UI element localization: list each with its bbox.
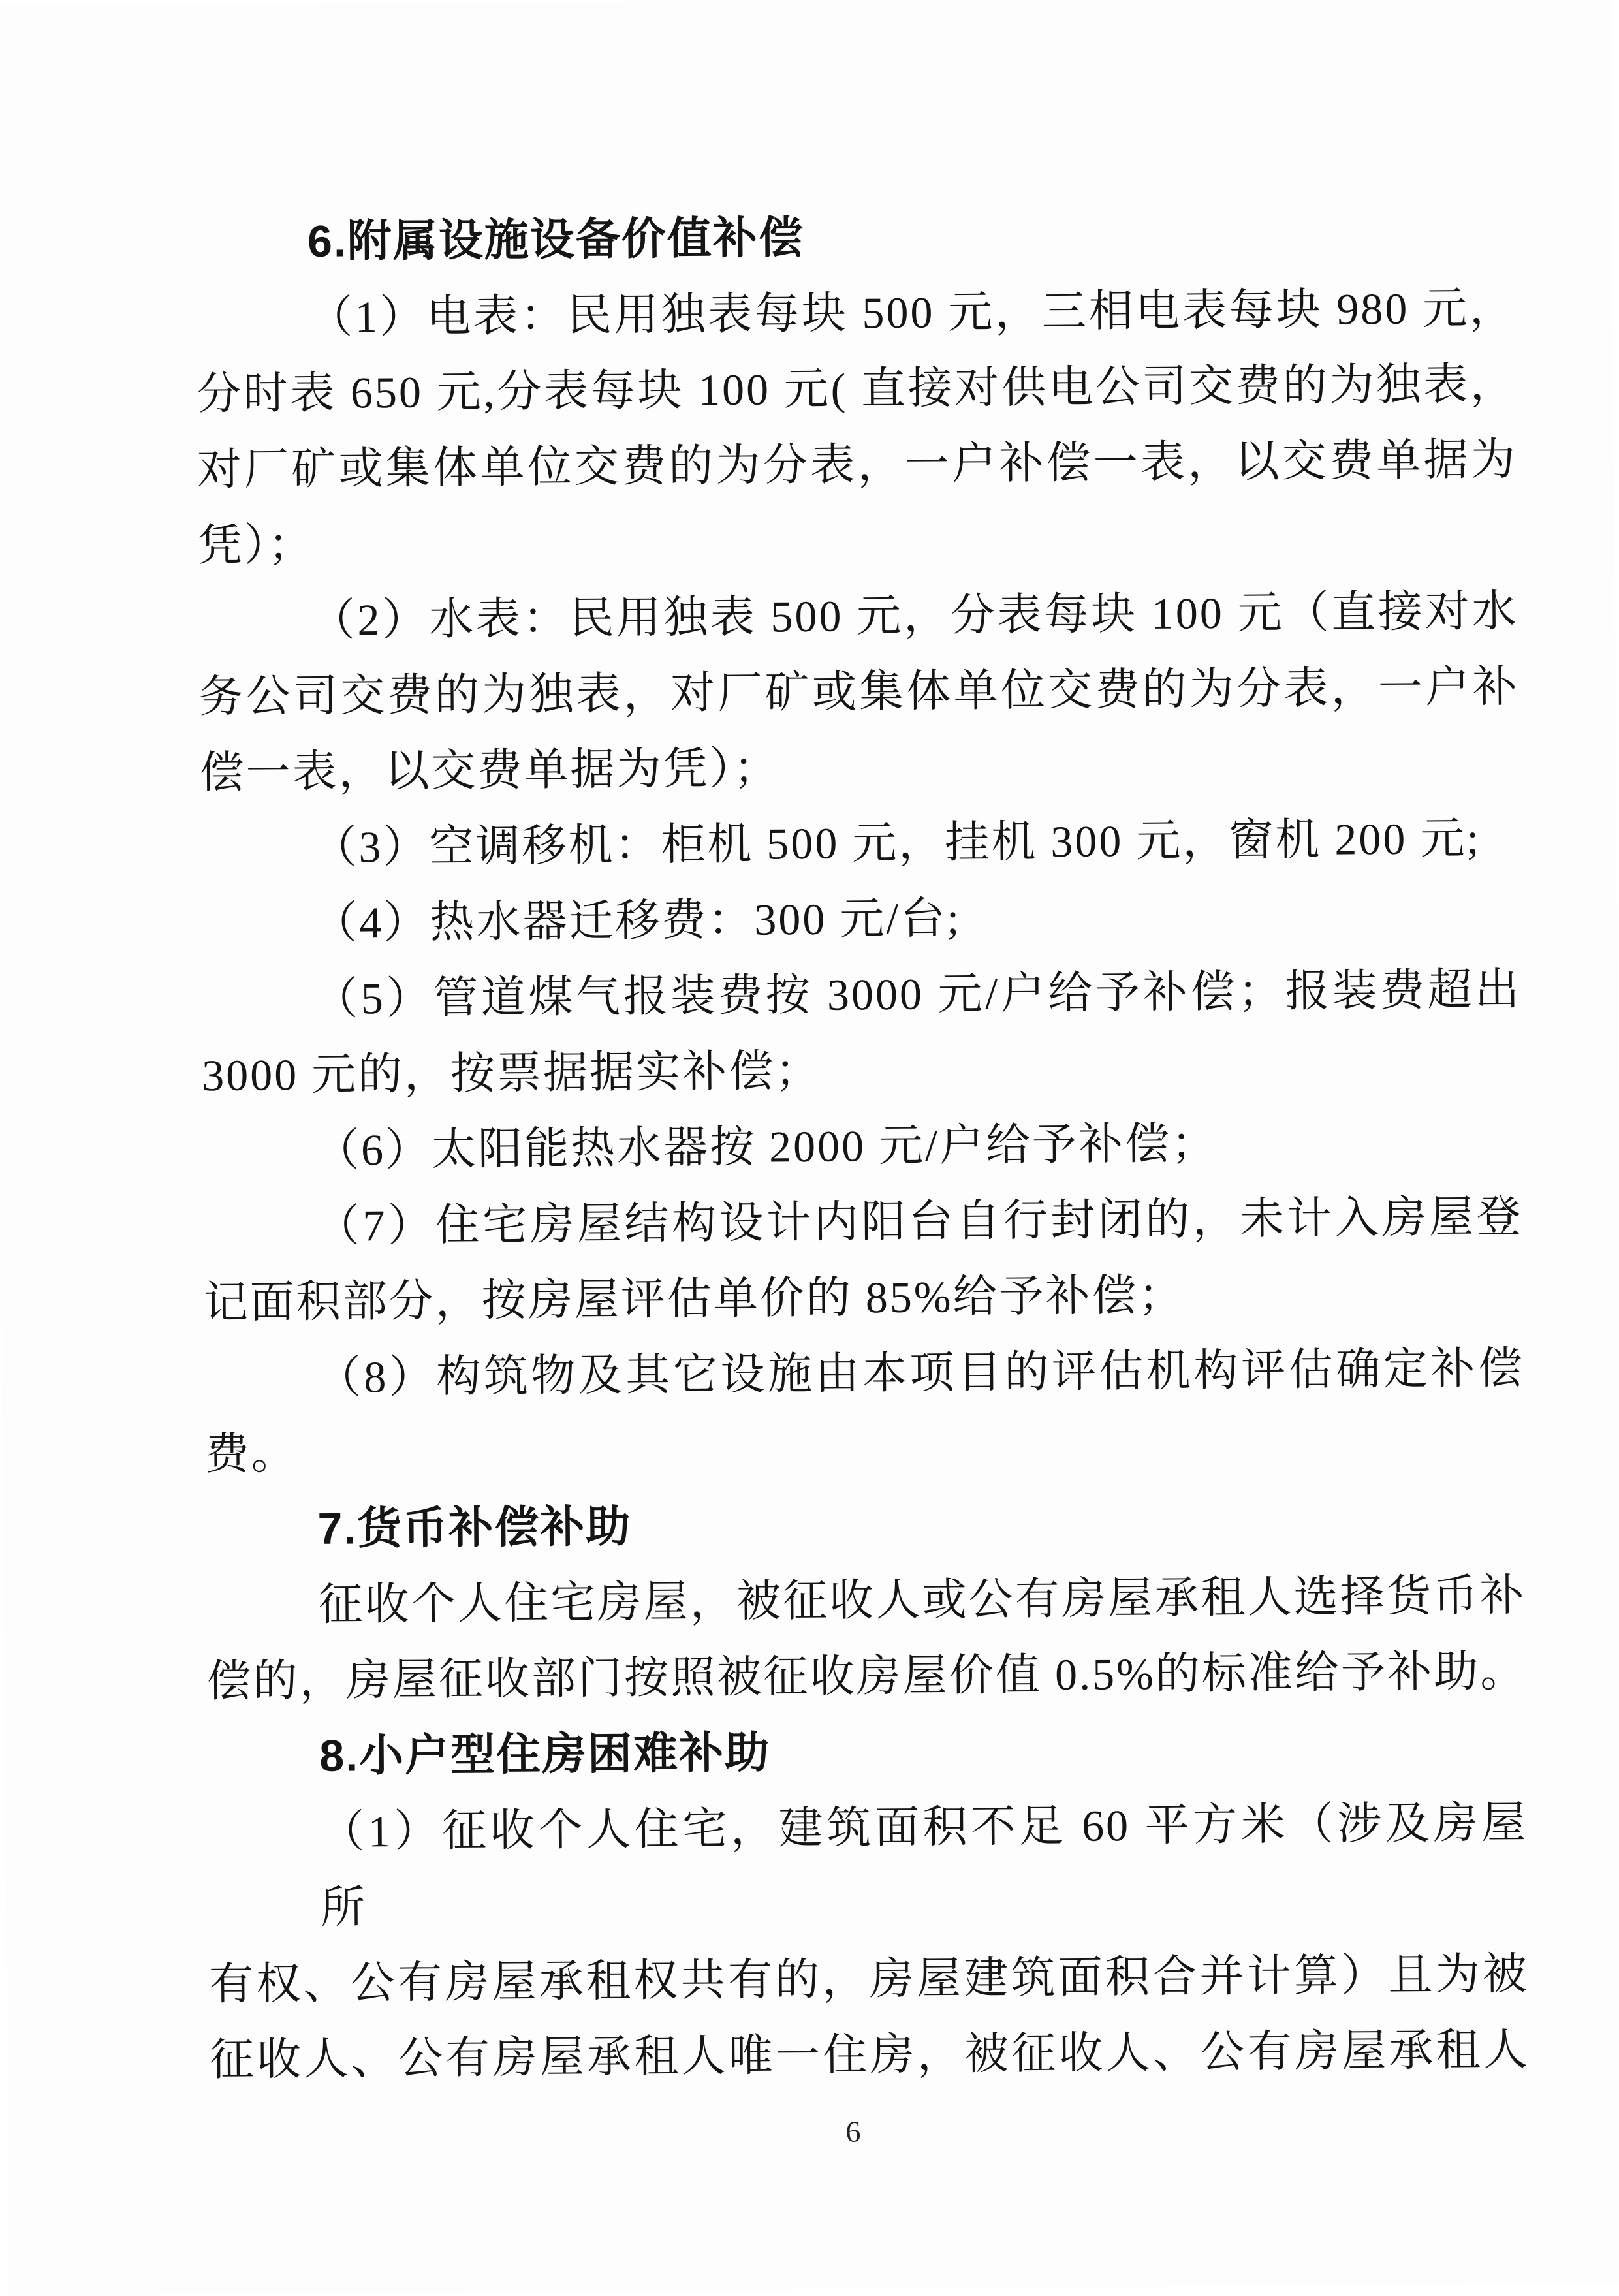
doc-line: 务公司交费的为独表，对厂矿或集体单位交费的为分表，一户补 — [198, 661, 1519, 722]
doc-line: 征收个人住宅房屋，被征收人或公有房屋承租人选择货币补 — [318, 1570, 1526, 1629]
document-body — [195, 194, 1530, 2098]
doc-line: （1）电表：民用独表每块 500 元，三相电表每块 980 元， — [307, 283, 1517, 342]
section-heading-6: 6.附属设施设备价值补偿 — [307, 213, 805, 266]
doc-line: 有权、公有房屋承租权共有的，房屋建筑面积合并计算）且为被 — [208, 1949, 1530, 2009]
doc-line: 征收人、公有房屋承租人唯一住房，被征收人、公有房屋承租人 — [209, 2024, 1530, 2085]
doc-line: （3）空调移机：柜机 500 元，挂机 300 元，窗机 200 元; — [312, 813, 1481, 872]
doc-line: 费。 — [204, 1428, 298, 1479]
doc-line: （5）管道煤气报装费按 3000 元/户给予补偿；报装费超出 — [313, 964, 1522, 1024]
doc-line: （7）住宅房屋结构设计内阳台自行封闭的，未计入房屋登 — [315, 1191, 1524, 1251]
doc-line: （8）构筑物及其它设施由本项目的评估机构评估确定补偿 — [316, 1343, 1525, 1402]
doc-line: 记面积部分，按房屋评估单价的 85%给予补偿； — [203, 1270, 1185, 1328]
doc-line: （2）水表：民用独表 500 元，分表每块 100 元（直接对水 — [310, 586, 1518, 645]
doc-line: 凭）； — [197, 519, 315, 571]
doc-line: 分时表 650 元,分表每块 100 元( 直接对供电公司交费的为独表， — [196, 358, 1517, 419]
doc-line: （1）征收个人住宅，建筑面积不足 60 平方米（涉及房屋所 — [319, 1797, 1528, 1932]
doc-line: （4）热水器迁移费：300 元/台; — [313, 893, 962, 948]
doc-line: 对厂矿或集体单位交费的为分表，一户补偿一表，以交费单据为 — [196, 434, 1518, 495]
page-number: 6 — [845, 2115, 861, 2148]
doc-line: 偿一表，以交费单据为凭）； — [199, 743, 780, 798]
doc-line: （6）太阳能热水器按 2000 元/户给予补偿； — [314, 1118, 1218, 1175]
doc-line: 3000 元的，按票据据实补偿； — [201, 1045, 822, 1101]
section-heading-8: 8.小户型住房困难补助 — [319, 1727, 771, 1781]
section-heading-7: 7.货币补偿补助 — [317, 1502, 632, 1554]
doc-line: 偿的，房屋征收部门按照被征收房屋价值 0.5%的标准给予补助。 — [206, 1646, 1527, 1706]
